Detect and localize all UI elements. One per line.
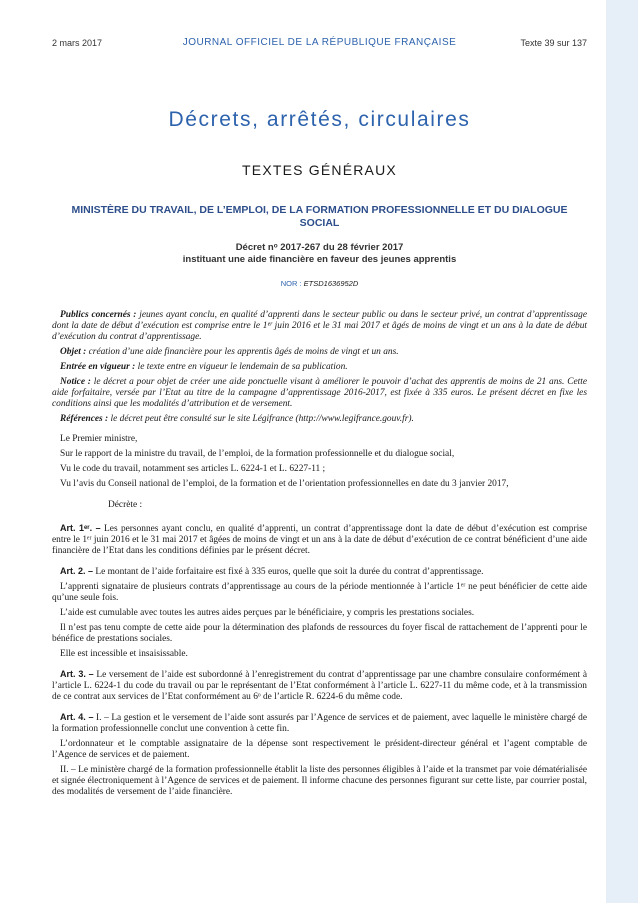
summary-references xyxy=(52,414,587,425)
article-1-label: Art. 1ᵉʳ. – xyxy=(60,523,101,533)
article-3 xyxy=(52,669,587,703)
article-4-label: Art. 4. – xyxy=(60,712,94,722)
article-2 xyxy=(52,566,587,578)
article-2-paragraph: L’apprenti signataire de plusieurs contrats d’apprentissage au cours de la période mentionnée à l’article 1ᵉʳ ne peut bénéficier de cette aide qu’une seule fois. xyxy=(52,582,587,603)
decree-heading xyxy=(52,242,587,266)
notice-label: Notice : xyxy=(60,377,91,387)
header-journal-name: JOURNAL OFFICIEL DE LA RÉPUBLIQUE FRANÇAISE xyxy=(182,37,457,48)
document-body xyxy=(52,310,587,798)
preamble-vu-code: Vu le code du travail, notamment ses articles L. 6224-1 et L. 6227-11 ; xyxy=(60,464,326,474)
article-3-text: Le versement de l’aide est subordonné à l’enregistrement du contrat d’apprentissage par une chambre consulaire conformément à l’article L. 6224-1 du code du travail ou par le représentant de l’Etat conformément à l’article L. 6227-11 du même code, et à la transmission de ce contrat aux services de l’Etat conformément au 6ᵒ de l’article R. 6224-6 du même code. xyxy=(52,670,587,702)
notice-text: le décret a pour objet de créer une aide ponctuelle visant à améliorer le pouvoir d’achat des apprentis de moins de 21 ans. Cette aide forfaitaire, versée par l’Etat au titre de la campagne d’apprentissage 2016-2017, est fixée à 335 euros. Le présent décret en fixe les conditions ainsi que les modalités d’attribution et de versement. xyxy=(52,377,587,409)
preamble-vu-avis: Vu l’avis du Conseil national de l’emploi, de la formation et de l’orientation professionnelles en date du 3 janvier 2017, xyxy=(60,479,509,489)
objet-label: Objet : xyxy=(60,347,87,357)
entree-text: le texte entre en vigueur le lendemain de sa publication. xyxy=(135,362,348,372)
decree-title: Décret nᵒ 2017-267 du 28 février 2017 xyxy=(235,242,404,253)
article-4-paragraph: L’ordonnateur et le comptable assignataire de la dépense sont respectivement le président-directeur général et l’agent comptable de l’Agence de services et de paiement. xyxy=(52,739,587,760)
preamble-premier-ministre: Le Premier ministre, xyxy=(60,434,138,444)
article-4-paragraph: II. – Le ministère chargé de la formation professionnelle établit la liste des personnes éligibles à l’aide et la transmet par voie dématérialisée et signée électroniquement à l’Agence de services et de paiement. Il informe chacune des personnes figurant sur cette liste, par courrier postal, des modalités de versement de l’aide financière. xyxy=(52,765,587,797)
article-2-label: Art. 2. – xyxy=(60,566,94,576)
decree-subtitle: instituant une aide financière en faveur des jeunes apprentis xyxy=(182,254,457,265)
objet-text: création d’une aide financière pour les apprentis âgés de moins de vingt et un ans. xyxy=(86,347,399,357)
publics-label: Publics concernés : xyxy=(60,310,137,320)
article-1 xyxy=(52,523,587,557)
header-date: 2 mars 2017 xyxy=(52,38,103,48)
nor-code: ETSD1636952D xyxy=(303,279,359,288)
article-4 xyxy=(52,712,587,735)
document-page xyxy=(52,0,587,802)
article-2-text: Le montant de l’aide forfaitaire est fixé à 335 euros, quelle que soit la durée du contrat d’apprentissage. xyxy=(93,567,484,577)
summary-publics xyxy=(52,310,587,343)
references-text: le décret peut être consulté sur le site Légifrance (http://www.legifrance.gouv.fr). xyxy=(108,414,414,424)
subsection-title: TEXTES GÉNÉRAUX xyxy=(242,162,397,178)
preamble-decrete: Décrète : xyxy=(108,500,143,510)
summary-objet xyxy=(52,347,587,358)
section-title: Décrets, arrêtés, circulaires xyxy=(168,108,471,131)
article-3-label: Art. 3. – xyxy=(60,669,94,679)
article-2-paragraph: L’aide est cumulable avec toutes les autres aides perçues par le bénéficiaire, y compris les prestations sociales. xyxy=(60,608,475,618)
summary-notice xyxy=(52,377,587,410)
article-4-text: I. – La gestion et le versement de l’aide sont assurés par l’Agence de services et de paiement, avec laquelle le ministère chargé de la formation professionnelle conclut une convention à cette fin. xyxy=(52,713,587,734)
article-2-paragraph: Elle est incessible et insaisissable. xyxy=(60,649,188,659)
entree-label: Entrée en vigueur : xyxy=(60,362,136,372)
ministry-name: MINISTÈRE DU TRAVAIL, DE L’EMPLOI, DE LA FORMATION PROFESSIONNELLE ET DU DIALOGUE SOCIAL xyxy=(71,204,568,229)
preamble-rapport: Sur le rapport de la ministre du travail, de l’emploi, de la formation professionnelle et du dialogue social, xyxy=(60,449,455,459)
references-label: Références : xyxy=(60,414,109,424)
publics-text: jeunes ayant conclu, en qualité d’apprenti dans le secteur public ou dans le secteur privé, un contrat d’apprentissage dont la date de début d’exécution est comprise entre le 1ᵉʳ juin 2016 et le 31 mai 2017 et âgés de moins de vingt et un ans à la date de début d’exécution du contrat d’apprentissage. xyxy=(52,310,587,342)
article-1-text: Les personnes ayant conclu, en qualité d’apprenti, un contrat d’apprentissage dont la date de début d’exécution est comprise entre le 1ᵉʳ juin 2016 et le 31 mai 2017 et âgées de moins de vingt et un ans à la date de début d’exécution de ce contrat bénéficient d’une aide financière de l’Etat dans les conditions définies par le présent décret. xyxy=(52,524,587,556)
summary-block xyxy=(52,310,587,425)
page-edge-band xyxy=(606,0,638,903)
page-header xyxy=(52,0,587,48)
article-2-paragraph: Il n’est pas tenu compte de cette aide pour la détermination des plafonds de ressources du foyer fiscal de rattachement de l’apprenti pour le bénéfice de prestations sociales. xyxy=(52,623,587,644)
summary-entree xyxy=(52,362,587,373)
nor-label: NOR : xyxy=(280,279,304,288)
header-page-count: Texte 39 sur 137 xyxy=(520,38,587,48)
nor-reference xyxy=(52,279,587,288)
